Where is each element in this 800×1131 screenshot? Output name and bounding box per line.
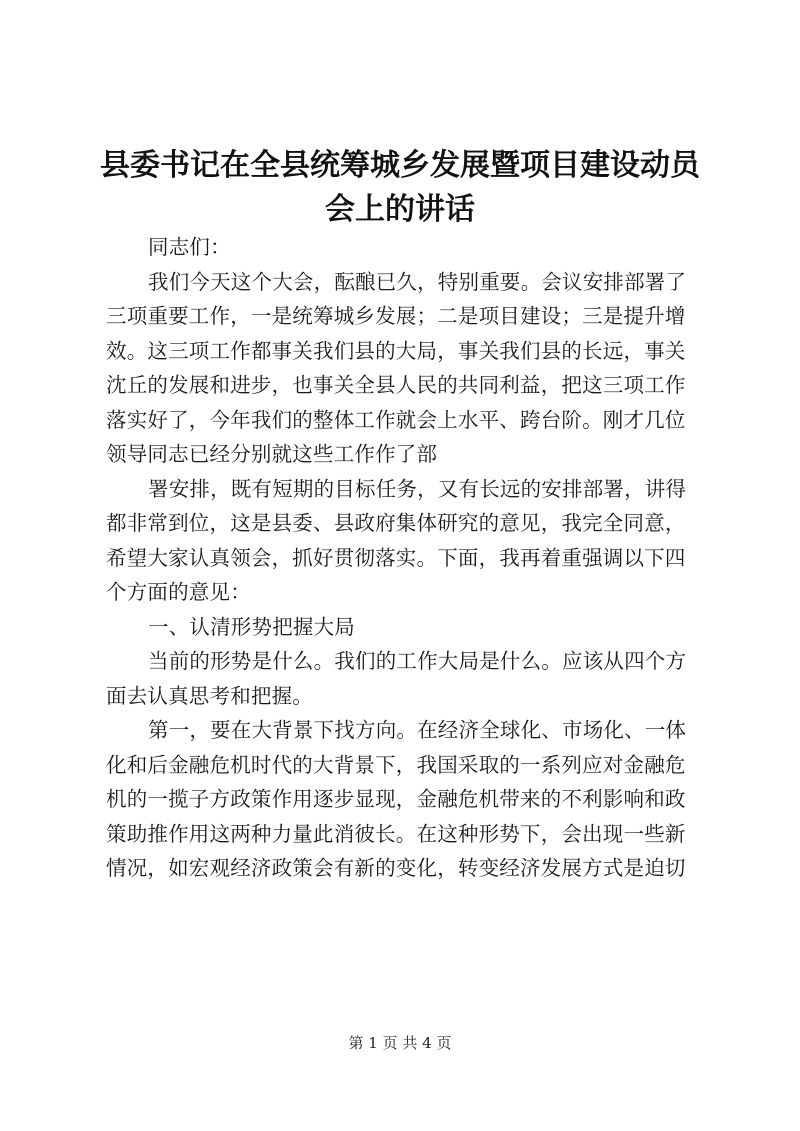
body-line: 沈丘的发展和进步，也事关全县人民的共同利益，把这三项工作 xyxy=(106,373,686,397)
body-line: 机的一揽子方政策作用逐步显现，金融危机带来的不利影响和政 xyxy=(106,787,686,811)
body-line: 希望大家认真领会，抓好贯彻落实。下面，我再着重强调以下四 xyxy=(106,545,686,570)
body-line: 效。这三项工作都事关我们县的大局，事关我们县的长远，事关 xyxy=(106,338,686,363)
page-footer: 第 1 页 共 4 页 xyxy=(348,1034,452,1052)
body-line: 落实好了，今年我们的整体工作就会上水平、跨台阶。刚才几位 xyxy=(106,407,686,432)
body-line: 面去认真思考和把握。 xyxy=(106,683,313,708)
document-body xyxy=(106,230,712,886)
document-title-line-1: 县委书记在全县统筹城乡发展暨项目建设动员 xyxy=(100,148,700,183)
body-line: 情况，如宏观经济政策会有新的变化，转变经济发展方式是迫切 xyxy=(106,856,686,880)
body-line: 领导同志已经分别就这些工作作了部 xyxy=(106,442,438,466)
body-line: 我们今天这个大会，酝酿已久，特别重要。会议安排部署了 xyxy=(148,269,687,294)
body-line: 一、认清形势把握大局 xyxy=(148,614,355,639)
document-title-line-2: 会上的讲话 xyxy=(325,192,475,227)
body-line: 三项重要工作，一是统筹城乡发展；二是项目建设；三是提升增 xyxy=(106,304,686,328)
body-line: 署安排，既有短期的目标任务，又有长远的安排部署，讲得 xyxy=(148,476,687,501)
body-line: 化和后金融危机时代的大背景下，我国采取的一系列应对金融危 xyxy=(106,752,686,777)
body-line: 个方面的意见： xyxy=(106,580,251,604)
body-line: 同志们： xyxy=(148,235,231,259)
body-line: 都非常到位，这是县委、县政府集体研究的意见，我完全同意， xyxy=(106,511,686,535)
body-line: 第一，要在大背景下找方向。在经济全球化、市场化、一体 xyxy=(148,718,687,742)
body-line: 策助推作用这两种力量此消彼长。在这种形势下，会出现一些新 xyxy=(106,821,686,846)
body-line: 当前的形势是什么。我们的工作大局是什么。应该从四个方 xyxy=(148,649,687,673)
